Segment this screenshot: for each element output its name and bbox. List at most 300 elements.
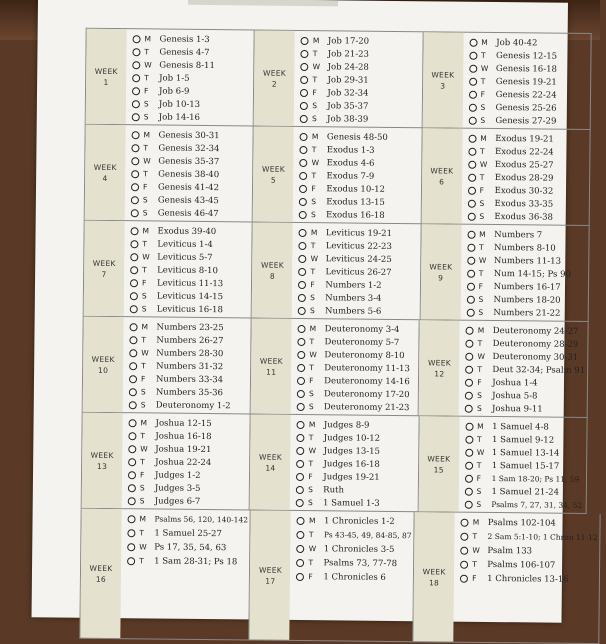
- checkbox-circle-icon[interactable]: [301, 36, 309, 44]
- day-entry: [298, 336, 417, 348]
- checkbox-circle-icon[interactable]: [128, 497, 136, 505]
- checkbox-circle-icon[interactable]: [299, 184, 307, 192]
- checkbox-circle-icon[interactable]: [131, 209, 139, 217]
- week-label: [80, 509, 121, 638]
- checkbox-circle-icon[interactable]: [465, 404, 473, 412]
- week-label-text: WEEK: [422, 566, 446, 577]
- checkbox-circle-icon[interactable]: [297, 516, 305, 524]
- checkbox-circle-icon[interactable]: [131, 170, 139, 178]
- day-entry: [128, 456, 247, 468]
- day-letter: T: [480, 146, 485, 156]
- checkbox-circle-icon[interactable]: [299, 241, 307, 249]
- day-letter: T: [479, 172, 485, 182]
- checkbox-circle-icon[interactable]: [296, 472, 304, 480]
- checkbox-circle-icon[interactable]: [127, 543, 135, 551]
- day-letter: W: [308, 544, 317, 554]
- checkbox-circle-icon[interactable]: [129, 336, 137, 344]
- day-letter: T: [477, 338, 483, 348]
- reading-text: 1 Samuel 25-27: [154, 527, 222, 539]
- day-entry: [130, 264, 249, 276]
- checkbox-circle-icon[interactable]: [460, 574, 468, 582]
- checkbox-circle-icon[interactable]: [467, 199, 475, 207]
- reading-text: Deuteronomy 11-13: [324, 362, 410, 374]
- reading-text: Ps 17, 35, 54, 63: [154, 541, 227, 553]
- checkbox-circle-icon[interactable]: [132, 113, 140, 121]
- day-letter: T: [308, 459, 314, 469]
- reading-text: Genesis 22-24: [495, 89, 557, 101]
- checkbox-circle-icon[interactable]: [128, 484, 136, 492]
- day-list: [461, 129, 589, 225]
- reading-text: Judges 3-5: [154, 482, 201, 494]
- day-entry: [130, 251, 249, 263]
- checkbox-circle-icon[interactable]: [297, 363, 305, 371]
- checkbox-circle-icon[interactable]: [297, 544, 305, 552]
- checkbox-circle-icon[interactable]: [468, 160, 476, 168]
- reading-text: Judges 1-2: [154, 469, 201, 481]
- day-entry: [465, 421, 584, 433]
- day-letter: M: [139, 514, 147, 524]
- reading-text: Ps 43-45, 49, 84-85, 87: [323, 530, 412, 541]
- day-entry: [296, 497, 415, 509]
- week-label-text: WEEK: [263, 68, 287, 78]
- day-letter: W: [143, 156, 151, 166]
- reading-text: Job 24-28: [327, 61, 369, 73]
- checkbox-circle-icon[interactable]: [130, 279, 138, 287]
- checkbox-circle-icon[interactable]: [469, 77, 477, 85]
- checkbox-circle-icon[interactable]: [300, 158, 308, 166]
- day-letter: S: [142, 208, 148, 218]
- reading-text: Genesis 32-34: [158, 142, 220, 154]
- checkbox-circle-icon[interactable]: [300, 145, 308, 153]
- day-entry: [297, 432, 416, 444]
- checkbox-circle-icon[interactable]: [297, 420, 305, 428]
- reading-text: Numbers 31-32: [156, 360, 224, 372]
- day-letter: S: [308, 402, 314, 412]
- reading-text: Joshua 19-21: [155, 443, 212, 455]
- day-entry: [296, 471, 415, 483]
- checkbox-circle-icon[interactable]: [468, 173, 476, 181]
- reading-text: Leviticus 1-4: [157, 238, 213, 250]
- checkbox-circle-icon[interactable]: [127, 529, 135, 537]
- day-letter: T: [481, 50, 486, 60]
- reading-text: Judges 6-7: [154, 495, 201, 507]
- checkbox-circle-icon[interactable]: [128, 471, 136, 479]
- day-entry: [300, 87, 419, 99]
- checkbox-circle-icon[interactable]: [301, 62, 309, 70]
- day-letter: W: [141, 348, 149, 358]
- week-cell-1: [86, 29, 255, 127]
- day-letter: T: [308, 433, 314, 443]
- checkbox-circle-icon[interactable]: [298, 280, 306, 288]
- checkbox-circle-icon[interactable]: [297, 402, 305, 410]
- day-entry: [297, 557, 412, 569]
- reading-text: 1 Chronicles 13-16: [487, 573, 569, 585]
- checkbox-circle-icon[interactable]: [464, 487, 472, 495]
- day-entry: [300, 113, 419, 125]
- checkbox-circle-icon[interactable]: [468, 116, 476, 124]
- week-number: 10: [97, 365, 109, 375]
- checkbox-circle-icon[interactable]: [297, 376, 305, 384]
- checkbox-circle-icon[interactable]: [298, 267, 306, 275]
- day-letter: S: [476, 403, 482, 413]
- reading-text: Leviticus 24-25: [325, 253, 392, 265]
- checkbox-circle-icon[interactable]: [465, 474, 473, 482]
- checkbox-circle-icon[interactable]: [467, 256, 475, 264]
- checkbox-circle-icon[interactable]: [460, 560, 468, 568]
- day-entry: [464, 486, 583, 498]
- checkbox-circle-icon[interactable]: [466, 308, 474, 316]
- checkbox-circle-icon[interactable]: [297, 558, 305, 566]
- week-row: [85, 125, 591, 226]
- day-letter: F: [140, 374, 146, 384]
- checkbox-circle-icon[interactable]: [128, 445, 136, 453]
- checkbox-circle-icon[interactable]: [129, 419, 137, 427]
- checkbox-circle-icon[interactable]: [298, 337, 306, 345]
- week-label-text: WEEK: [261, 164, 286, 174]
- week-number: 18: [428, 577, 440, 587]
- checkbox-circle-icon[interactable]: [465, 378, 473, 386]
- checkbox-circle-icon[interactable]: [296, 485, 304, 493]
- reading-text: Numbers 11-13: [493, 255, 562, 267]
- checkbox-circle-icon[interactable]: [469, 64, 477, 72]
- checkbox-circle-icon[interactable]: [296, 498, 304, 506]
- day-entry: [128, 469, 247, 481]
- day-entry: [466, 325, 586, 337]
- day-letter: F: [308, 572, 313, 582]
- day-letter: W: [479, 159, 488, 169]
- day-entry: [299, 253, 418, 265]
- day-entry: [460, 573, 597, 585]
- day-list: [291, 319, 419, 415]
- day-entry: [467, 281, 586, 293]
- week-cell-7: [84, 221, 253, 319]
- day-letter: T: [309, 363, 314, 373]
- reading-text: Genesis 12-15: [496, 50, 558, 62]
- checkbox-circle-icon[interactable]: [297, 530, 305, 538]
- reading-text: Job 40-42: [496, 37, 538, 48]
- checkbox-circle-icon[interactable]: [298, 306, 306, 314]
- checkbox-circle-icon[interactable]: [468, 134, 476, 142]
- reading-text: Exodus 16-18: [326, 209, 385, 221]
- checkbox-circle-icon[interactable]: [466, 352, 474, 360]
- checkbox-circle-icon[interactable]: [129, 401, 137, 409]
- day-entry: [297, 401, 416, 413]
- checkbox-circle-icon[interactable]: [469, 103, 477, 111]
- checkbox-circle-icon[interactable]: [300, 132, 308, 140]
- checkbox-circle-icon[interactable]: [466, 339, 474, 347]
- reading-text: Joshua 1-4: [492, 377, 538, 388]
- day-letter: S: [476, 499, 482, 509]
- day-entry: [299, 240, 418, 252]
- checkbox-circle-icon[interactable]: [467, 212, 475, 220]
- day-entry: [297, 375, 416, 387]
- reading-text: Num 14-15; Ps 90: [493, 268, 571, 280]
- checkbox-circle-icon[interactable]: [130, 323, 138, 331]
- checkbox-circle-icon[interactable]: [297, 446, 305, 454]
- checkbox-circle-icon[interactable]: [297, 389, 305, 397]
- day-letter: T: [140, 457, 145, 467]
- day-letter: S: [140, 387, 146, 397]
- reading-text: Exodus 28-29: [494, 172, 554, 184]
- day-entry: [467, 211, 586, 223]
- checkbox-circle-icon[interactable]: [467, 243, 475, 251]
- day-letter: T: [142, 265, 147, 275]
- day-letter: F: [479, 185, 485, 195]
- checkbox-circle-icon[interactable]: [131, 157, 139, 165]
- checkbox-circle-icon[interactable]: [469, 51, 477, 59]
- week-label-text: WEEK: [430, 165, 454, 176]
- reading-text: Job 1-5: [159, 72, 190, 84]
- checkbox-circle-icon[interactable]: [132, 100, 140, 108]
- day-letter: S: [141, 304, 147, 314]
- reading-text: Leviticus 22-23: [325, 240, 392, 252]
- week-label-text: WEEK: [429, 261, 453, 272]
- reading-text: Judges 13-15: [323, 445, 381, 457]
- day-letter: F: [472, 573, 477, 583]
- checkbox-circle-icon[interactable]: [467, 282, 475, 290]
- checkbox-circle-icon[interactable]: [465, 365, 473, 373]
- reading-text: Job 35-37: [327, 100, 369, 112]
- checkbox-circle-icon[interactable]: [130, 305, 138, 313]
- day-entry: [132, 85, 251, 97]
- reading-text: Judges 16-18: [323, 458, 380, 470]
- checkbox-circle-icon[interactable]: [128, 432, 136, 440]
- reading-text: Genesis 8-11: [159, 59, 215, 71]
- day-letter: T: [308, 530, 314, 540]
- reading-text: Deuteronomy 24-27: [492, 325, 579, 337]
- checkbox-circle-icon[interactable]: [129, 362, 137, 370]
- week-label: [413, 512, 454, 641]
- checkbox-circle-icon[interactable]: [131, 144, 139, 152]
- checkbox-circle-icon[interactable]: [299, 197, 307, 205]
- checkbox-circle-icon[interactable]: [298, 293, 306, 301]
- checkbox-circle-icon[interactable]: [299, 171, 307, 179]
- checkbox-circle-icon[interactable]: [130, 253, 138, 261]
- day-entry: [298, 305, 417, 317]
- checkbox-circle-icon[interactable]: [296, 459, 304, 467]
- reading-text: Exodus 30-32: [494, 185, 554, 197]
- reading-text: Joshua 22-24: [155, 456, 212, 468]
- day-letter: S: [310, 306, 315, 316]
- checkbox-circle-icon[interactable]: [132, 131, 140, 139]
- reading-text: Numbers 16-17: [493, 281, 561, 293]
- day-entry: [465, 447, 584, 459]
- checkbox-circle-icon[interactable]: [467, 269, 475, 277]
- week-label: [82, 413, 123, 508]
- reading-text: Deuteronomy 1-2: [155, 399, 231, 411]
- checkbox-circle-icon[interactable]: [466, 295, 474, 303]
- checkbox-circle-icon[interactable]: [299, 254, 307, 262]
- reading-text: Genesis 35-37: [158, 155, 220, 167]
- checkbox-circle-icon[interactable]: [300, 101, 308, 109]
- checkbox-circle-icon[interactable]: [129, 349, 137, 357]
- checkbox-circle-icon[interactable]: [131, 227, 139, 235]
- week-cell-13: [82, 413, 251, 511]
- checkbox-circle-icon[interactable]: [132, 61, 140, 69]
- day-letter: M: [477, 421, 484, 431]
- day-entry: [461, 531, 598, 543]
- week-row: [83, 317, 589, 418]
- day-entry: [299, 227, 418, 239]
- checkbox-circle-icon[interactable]: [466, 326, 474, 334]
- day-entry: [127, 541, 248, 553]
- checkbox-circle-icon[interactable]: [465, 435, 473, 443]
- day-entry: [131, 142, 250, 154]
- day-entry: [467, 198, 586, 210]
- reading-text: Psalms 73, 77-78: [323, 557, 398, 569]
- day-letter: F: [477, 377, 482, 387]
- reading-text: Numbers 7: [494, 229, 543, 241]
- day-list: [120, 509, 250, 639]
- checkbox-circle-icon[interactable]: [131, 183, 139, 191]
- week-label-text: WEEK: [259, 356, 283, 366]
- checkbox-circle-icon[interactable]: [130, 266, 138, 274]
- checkbox-circle-icon[interactable]: [297, 350, 305, 358]
- day-entry: [129, 373, 248, 385]
- day-entry: [133, 33, 252, 45]
- reading-text: 1 Sam 28-31; Ps 18: [154, 555, 238, 567]
- checkbox-circle-icon[interactable]: [468, 186, 476, 194]
- day-entry: [301, 48, 420, 60]
- day-letter: M: [141, 322, 149, 332]
- checkbox-circle-icon[interactable]: [299, 228, 307, 236]
- day-list: [294, 31, 422, 127]
- day-letter: S: [479, 211, 485, 221]
- checkbox-circle-icon[interactable]: [300, 114, 308, 122]
- checkbox-circle-icon[interactable]: [299, 210, 307, 218]
- checkbox-circle-icon[interactable]: [127, 557, 135, 565]
- reading-text: Genesis 38-40: [158, 168, 220, 180]
- checkbox-circle-icon[interactable]: [296, 572, 304, 580]
- day-entry: [132, 129, 251, 141]
- day-entry: [466, 294, 585, 306]
- checkbox-circle-icon[interactable]: [132, 74, 140, 82]
- checkbox-circle-icon[interactable]: [132, 87, 140, 95]
- day-entry: [300, 74, 419, 86]
- checkbox-circle-icon[interactable]: [467, 230, 475, 238]
- checkbox-circle-icon[interactable]: [301, 49, 309, 57]
- day-letter: F: [310, 280, 315, 290]
- checkbox-circle-icon[interactable]: [465, 461, 473, 469]
- week-label-text: WEEK: [90, 450, 114, 460]
- day-entry: [128, 430, 247, 442]
- checkbox-circle-icon[interactable]: [460, 546, 468, 554]
- reading-text: Deuteronomy 5-7: [324, 336, 400, 348]
- day-entry: [465, 473, 584, 485]
- checkbox-circle-icon[interactable]: [464, 500, 472, 508]
- checkbox-circle-icon[interactable]: [300, 75, 308, 83]
- week-row: [84, 221, 590, 322]
- day-letter: T: [472, 559, 477, 569]
- day-letter: S: [311, 210, 316, 220]
- week-label-text: WEEK: [93, 162, 117, 172]
- checkbox-circle-icon[interactable]: [128, 458, 136, 466]
- day-letter: T: [309, 337, 315, 347]
- week-label-text: WEEK: [260, 260, 285, 270]
- day-letter: S: [141, 291, 147, 301]
- reading-text: Numbers 1-2: [325, 279, 382, 291]
- checkbox-circle-icon[interactable]: [131, 196, 139, 204]
- checkbox-circle-icon[interactable]: [297, 433, 305, 441]
- reading-text: Judges 10-12: [323, 432, 381, 444]
- reading-text: Leviticus 11-13: [156, 277, 224, 289]
- reading-text: Numbers 33-34: [155, 373, 224, 385]
- checkbox-circle-icon[interactable]: [298, 324, 306, 332]
- checkbox-circle-icon[interactable]: [468, 147, 476, 155]
- reading-text: 1 Samuel 13-14: [491, 447, 560, 459]
- week-cell-3: [422, 32, 591, 130]
- checkbox-circle-icon[interactable]: [465, 448, 473, 456]
- day-entry: [466, 351, 586, 363]
- day-entry: [129, 334, 248, 346]
- week-number: 15: [433, 464, 444, 475]
- checkbox-circle-icon[interactable]: [300, 88, 308, 96]
- week-number: 9: [438, 272, 444, 282]
- day-entry: [468, 115, 587, 127]
- checkbox-circle-icon[interactable]: [461, 532, 469, 540]
- reading-text: Numbers 18-20: [493, 294, 561, 306]
- checkbox-circle-icon[interactable]: [130, 240, 138, 248]
- day-letter: T: [142, 239, 148, 249]
- week-cell-11: [251, 318, 420, 416]
- reading-text: Joshua 5-8: [492, 390, 538, 401]
- week-cell-18: [413, 512, 600, 644]
- week-number: 2: [271, 79, 278, 89]
- checkbox-circle-icon[interactable]: [469, 38, 477, 46]
- week-row: [82, 413, 588, 514]
- reading-text: 1 Samuel 15-17: [491, 460, 560, 472]
- day-letter: S: [142, 195, 148, 205]
- week-label: [84, 221, 125, 316]
- day-letter: T: [308, 558, 314, 568]
- day-entry: [469, 37, 588, 49]
- checkbox-circle-icon[interactable]: [129, 388, 137, 396]
- day-letter: T: [472, 531, 478, 541]
- day-letter: F: [478, 281, 484, 291]
- reading-text: Genesis 16-18: [495, 63, 557, 75]
- day-list: [123, 317, 251, 413]
- checkbox-circle-icon[interactable]: [128, 515, 136, 523]
- day-list: [459, 321, 588, 417]
- day-entry: [461, 517, 598, 529]
- day-letter: W: [477, 351, 486, 361]
- checkbox-circle-icon[interactable]: [469, 90, 477, 98]
- day-entry: [299, 170, 418, 182]
- reading-text: Leviticus 16-18: [156, 303, 223, 315]
- day-entry: [468, 133, 587, 145]
- checkbox-circle-icon[interactable]: [133, 35, 141, 43]
- checkbox-circle-icon[interactable]: [461, 518, 469, 526]
- day-letter: F: [139, 470, 145, 480]
- checkbox-circle-icon[interactable]: [129, 375, 137, 383]
- day-letter: T: [312, 49, 318, 59]
- week-cell-16: [80, 509, 251, 641]
- reading-text: Judges 19-21: [323, 471, 380, 483]
- day-list: [462, 33, 590, 129]
- day-letter: T: [311, 145, 317, 155]
- day-entry: [465, 377, 585, 389]
- checkbox-circle-icon[interactable]: [465, 391, 473, 399]
- reading-text: Exodus 25-27: [494, 159, 554, 171]
- checkbox-circle-icon[interactable]: [132, 48, 140, 56]
- checkbox-circle-icon[interactable]: [465, 422, 473, 430]
- week-label-text: WEEK: [427, 453, 451, 464]
- checkbox-circle-icon[interactable]: [130, 292, 138, 300]
- day-entry: [468, 172, 587, 184]
- day-letter: S: [143, 99, 149, 109]
- week-number: 7: [101, 269, 107, 279]
- week-label-text: WEEK: [92, 258, 116, 268]
